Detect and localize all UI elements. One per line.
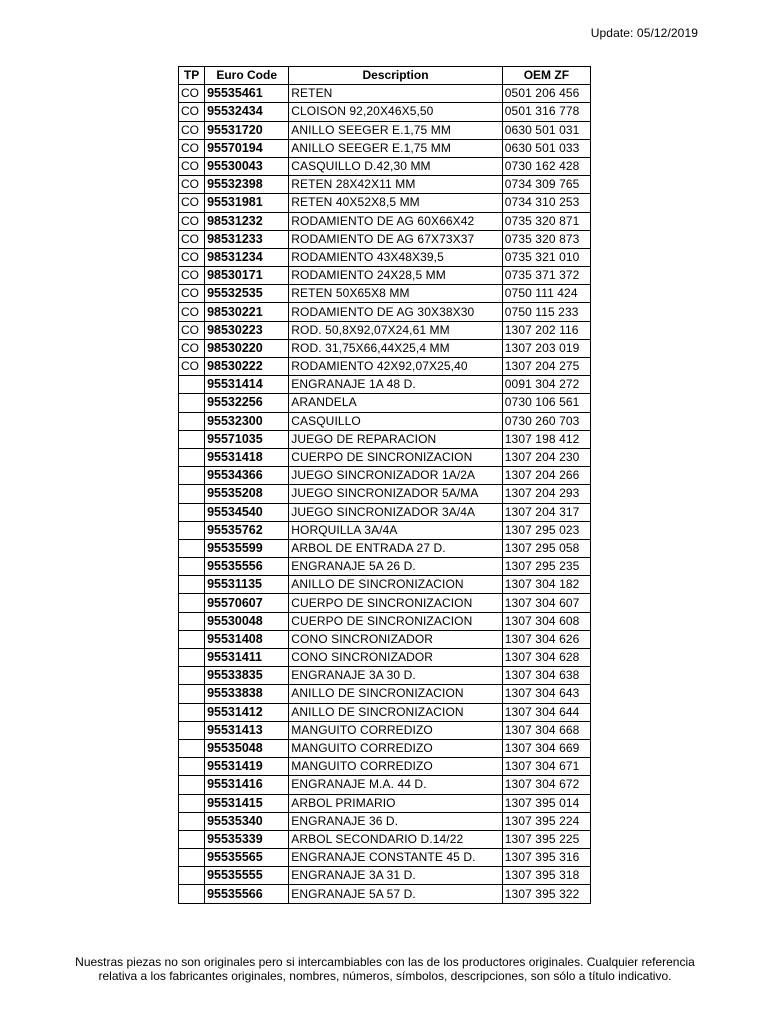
tp-cell [179,703,205,721]
tp-cell: CO [179,358,205,376]
oem-zf-cell: 0750 111 424 [502,285,590,303]
description-cell: HORQUILLA 3A/4A [289,521,503,539]
tp-cell [179,667,205,685]
euro-code-cell: 95535555 [205,867,289,885]
table-row [179,739,591,757]
description-cell: ENGRANAJE 5A 26 D. [289,558,503,576]
description-cell: CUERPO DE SINCRONIZACION [289,448,503,466]
euro-code-cell: 95570607 [205,594,289,612]
table-row [179,558,591,576]
oem-zf-cell: 1307 304 182 [502,576,590,594]
euro-code-cell: 95531412 [205,703,289,721]
description-cell: RETEN 40X52X8,5 MM [289,194,503,212]
oem-zf-cell: 1307 395 318 [502,867,590,885]
oem-zf-cell: 0735 320 873 [502,230,590,248]
table-row [179,649,591,667]
table-row [179,539,591,557]
euro-code-cell: 95530043 [205,157,289,175]
tp-cell: CO [179,212,205,230]
table-row [179,612,591,630]
euro-code-cell: 98530222 [205,358,289,376]
oem-zf-cell: 1307 395 014 [502,794,590,812]
euro-code-cell: 95535461 [205,85,289,103]
table-row [179,248,591,266]
oem-zf-cell: 0734 309 765 [502,176,590,194]
table-row [179,576,591,594]
oem-zf-cell: 0730 106 561 [502,394,590,412]
tp-cell [179,776,205,794]
tp-cell [179,467,205,485]
table-row [179,121,591,139]
description-cell: ENGRANAJE 5A 57 D. [289,885,503,903]
oem-zf-cell: 0750 115 233 [502,303,590,321]
euro-code-cell: 95571035 [205,430,289,448]
oem-zf-cell: 0630 501 033 [502,139,590,157]
description-cell: RETEN 28X42X11 MM [289,176,503,194]
table-row [179,85,591,103]
euro-code-cell: 98531232 [205,212,289,230]
description-cell: ANILLO DE SINCRONIZACION [289,685,503,703]
description-cell: CONO SINCRONIZADOR [289,649,503,667]
table-row [179,430,591,448]
oem-zf-cell: 0730 162 428 [502,157,590,175]
description-cell: ARANDELA [289,394,503,412]
description-cell: MANGUITO CORREDIZO [289,721,503,739]
tp-cell: CO [179,194,205,212]
tp-cell [179,558,205,576]
tp-cell [179,685,205,703]
tp-cell: CO [179,230,205,248]
euro-code-cell: 95532434 [205,103,289,121]
euro-code-cell: 95531408 [205,630,289,648]
table-row [179,758,591,776]
euro-code-cell: 98531233 [205,230,289,248]
description-cell: JUEGO DE REPARACION [289,430,503,448]
tp-cell: CO [179,176,205,194]
euro-code-cell: 95533835 [205,667,289,685]
euro-code-cell: 95533838 [205,685,289,703]
description-cell: RODAMIENTO 24X28,5 MM [289,267,503,285]
oem-zf-cell: 1307 304 671 [502,758,590,776]
euro-code-cell: 95535340 [205,812,289,830]
oem-zf-cell: 1307 304 608 [502,612,590,630]
description-cell: ROD. 31,75X66,44X25,4 MM [289,339,503,357]
description-cell: RODAMIENTO 43X48X39,5 [289,248,503,266]
table-row [179,448,591,466]
euro-code-cell: 98530220 [205,339,289,357]
description-cell: ANILLO DE SINCRONIZACION [289,576,503,594]
tp-cell [179,539,205,557]
oem-zf-cell: 1307 295 023 [502,521,590,539]
euro-code-cell: 95534540 [205,503,289,521]
euro-code-cell: 95532300 [205,412,289,430]
tp-cell [179,649,205,667]
tp-cell [179,867,205,885]
description-cell: CUERPO DE SINCRONIZACION [289,612,503,630]
description-cell: JUEGO SINCRONIZADOR 5A/MA [289,485,503,503]
table-row [179,139,591,157]
oem-zf-cell: 0630 501 031 [502,121,590,139]
table-row [179,849,591,867]
description-cell: ENGRANAJE CONSTANTE 45 D. [289,849,503,867]
oem-zf-cell: 0091 304 272 [502,376,590,394]
euro-code-cell: 98530171 [205,267,289,285]
table-row [179,794,591,812]
euro-code-cell: 95570194 [205,139,289,157]
description-cell: CONO SINCRONIZADOR [289,630,503,648]
table-row [179,267,591,285]
tp-cell [179,630,205,648]
tp-cell [179,594,205,612]
table-row [179,394,591,412]
euro-code-cell: 98531234 [205,248,289,266]
tp-cell: CO [179,85,205,103]
tp-cell [179,485,205,503]
tp-cell [179,503,205,521]
table-row [179,703,591,721]
oem-zf-cell: 1307 304 626 [502,630,590,648]
euro-code-cell: 95535762 [205,521,289,539]
description-cell: ANILLO DE SINCRONIZACION [289,703,503,721]
tp-cell [179,739,205,757]
euro-code-cell: 95532256 [205,394,289,412]
description-cell: CLOISON 92,20X46X5,50 [289,103,503,121]
oem-zf-cell: 1307 202 116 [502,321,590,339]
description-cell: ENGRANAJE 1A 48 D. [289,376,503,394]
table-row [179,630,591,648]
disclaimer-footer: Nuestras piezas no son originales pero si intercambiables con las de los productores originales. Cualquier referencia relativa a los fabricantes originales, nombres, números, símbolos, descripciones, son sólo a título indicativo. [75,955,695,983]
tp-cell: CO [179,157,205,175]
table-row [179,667,591,685]
tp-cell [179,412,205,430]
table-row [179,776,591,794]
tp-cell: CO [179,248,205,266]
description-cell: ROD. 50,8X92,07X24,61 MM [289,321,503,339]
euro-code-cell: 95530048 [205,612,289,630]
euro-code-cell: 95534366 [205,467,289,485]
oem-zf-cell: 1307 295 058 [502,539,590,557]
table-row [179,721,591,739]
table-row [179,285,591,303]
oem-zf-cell: 1307 198 412 [502,430,590,448]
oem-zf-cell: 1307 295 235 [502,558,590,576]
tp-cell [179,885,205,903]
tp-cell: CO [179,339,205,357]
tp-cell [179,376,205,394]
oem-zf-cell: 1307 395 225 [502,830,590,848]
table-row [179,212,591,230]
table-row [179,303,591,321]
table-row [179,521,591,539]
tp-cell [179,721,205,739]
description-cell: ENGRANAJE M.A. 44 D. [289,776,503,794]
description-cell: RODAMIENTO DE AG 60X66X42 [289,212,503,230]
euro-code-cell: 95531413 [205,721,289,739]
column-header-oem-zf: OEM ZF [502,67,590,85]
tp-cell: CO [179,267,205,285]
table-row [179,485,591,503]
oem-zf-cell: 0735 320 871 [502,212,590,230]
oem-zf-cell: 1307 204 317 [502,503,590,521]
table-row [179,339,591,357]
oem-zf-cell: 1307 304 668 [502,721,590,739]
oem-zf-cell: 1307 204 230 [502,448,590,466]
header-row [179,67,591,85]
oem-zf-cell: 0730 260 703 [502,412,590,430]
description-cell: JUEGO SINCRONIZADOR 3A/4A [289,503,503,521]
description-cell: RETEN 50X65X8 MM [289,285,503,303]
tp-cell [179,830,205,848]
euro-code-cell: 95535339 [205,830,289,848]
oem-zf-cell: 1307 203 019 [502,339,590,357]
oem-zf-cell: 1307 304 607 [502,594,590,612]
description-cell: RETEN [289,85,503,103]
tp-cell: CO [179,121,205,139]
column-header-description: Description [289,67,503,85]
euro-code-cell: 95535566 [205,885,289,903]
description-cell: ARBOL PRIMARIO [289,794,503,812]
description-cell: JUEGO SINCRONIZADOR 1A/2A [289,467,503,485]
table-body [179,85,591,903]
table-row [179,176,591,194]
oem-zf-cell: 1307 304 644 [502,703,590,721]
table-row [179,194,591,212]
euro-code-cell: 95532535 [205,285,289,303]
oem-zf-cell: 0501 206 456 [502,85,590,103]
euro-code-cell: 95531415 [205,794,289,812]
table-header [179,67,591,85]
tp-cell [179,430,205,448]
tp-cell [179,576,205,594]
table-row [179,412,591,430]
table-row [179,467,591,485]
oem-zf-cell: 0735 321 010 [502,248,590,266]
description-cell: RODAMIENTO 42X92,07X25,40 [289,358,503,376]
table-row [179,358,591,376]
euro-code-cell: 95535556 [205,558,289,576]
table-row [179,157,591,175]
oem-zf-cell: 1307 395 224 [502,812,590,830]
oem-zf-cell: 1307 204 275 [502,358,590,376]
euro-code-cell: 95531419 [205,758,289,776]
description-cell: CASQUILLO D.42,30 MM [289,157,503,175]
euro-code-cell: 95531135 [205,576,289,594]
description-cell: CASQUILLO [289,412,503,430]
description-cell: MANGUITO CORREDIZO [289,739,503,757]
description-cell: ANILLO SEEGER E.1,75 MM [289,121,503,139]
tp-cell: CO [179,303,205,321]
table-row [179,376,591,394]
euro-code-cell: 95531414 [205,376,289,394]
description-cell: ENGRANAJE 3A 31 D. [289,867,503,885]
oem-zf-cell: 1307 304 672 [502,776,590,794]
column-header-tp: TP [179,67,205,85]
tp-cell [179,794,205,812]
oem-zf-cell: 1307 204 293 [502,485,590,503]
tp-cell [179,394,205,412]
description-cell: ANILLO SEEGER E.1,75 MM [289,139,503,157]
description-cell: ENGRANAJE 36 D. [289,812,503,830]
table-row [179,885,591,903]
tp-cell [179,758,205,776]
description-cell: RODAMIENTO DE AG 30X38X30 [289,303,503,321]
oem-zf-cell: 0501 316 778 [502,103,590,121]
euro-code-cell: 95535048 [205,739,289,757]
euro-code-cell: 95531416 [205,776,289,794]
table-row [179,103,591,121]
description-cell: ENGRANAJE 3A 30 D. [289,667,503,685]
parts-table [178,66,591,904]
description-cell: MANGUITO CORREDIZO [289,758,503,776]
tp-cell: CO [179,139,205,157]
euro-code-cell: 95531418 [205,448,289,466]
table-row [179,830,591,848]
euro-code-cell: 95531720 [205,121,289,139]
tp-cell: CO [179,285,205,303]
tp-cell [179,612,205,630]
table-row [179,685,591,703]
euro-code-cell: 95531981 [205,194,289,212]
column-header-euro-code: Euro Code [205,67,289,85]
table-row [179,594,591,612]
tp-cell: CO [179,103,205,121]
euro-code-cell: 95535565 [205,849,289,867]
tp-cell: CO [179,321,205,339]
euro-code-cell: 95535208 [205,485,289,503]
euro-code-cell: 98530221 [205,303,289,321]
tp-cell [179,849,205,867]
description-cell: RODAMIENTO DE AG 67X73X37 [289,230,503,248]
tp-cell [179,448,205,466]
description-cell: ARBOL SECONDARIO D.14/22 [289,830,503,848]
oem-zf-cell: 1307 304 669 [502,739,590,757]
oem-zf-cell: 1307 395 322 [502,885,590,903]
description-cell: ARBOL DE ENTRADA 27 D. [289,539,503,557]
oem-zf-cell: 1307 204 266 [502,467,590,485]
table-row [179,867,591,885]
table-row [179,812,591,830]
oem-zf-cell: 1307 304 628 [502,649,590,667]
oem-zf-cell: 0734 310 253 [502,194,590,212]
oem-zf-cell: 0735 371 372 [502,267,590,285]
euro-code-cell: 95532398 [205,176,289,194]
table-row [179,503,591,521]
description-cell: CUERPO DE SINCRONIZACION [289,594,503,612]
table-row [179,321,591,339]
tp-cell [179,812,205,830]
euro-code-cell: 95531411 [205,649,289,667]
update-date: Update: 05/12/2019 [590,26,698,40]
oem-zf-cell: 1307 304 638 [502,667,590,685]
oem-zf-cell: 1307 395 316 [502,849,590,867]
oem-zf-cell: 1307 304 643 [502,685,590,703]
tp-cell [179,521,205,539]
euro-code-cell: 98530223 [205,321,289,339]
euro-code-cell: 95535599 [205,539,289,557]
table-row [179,230,591,248]
